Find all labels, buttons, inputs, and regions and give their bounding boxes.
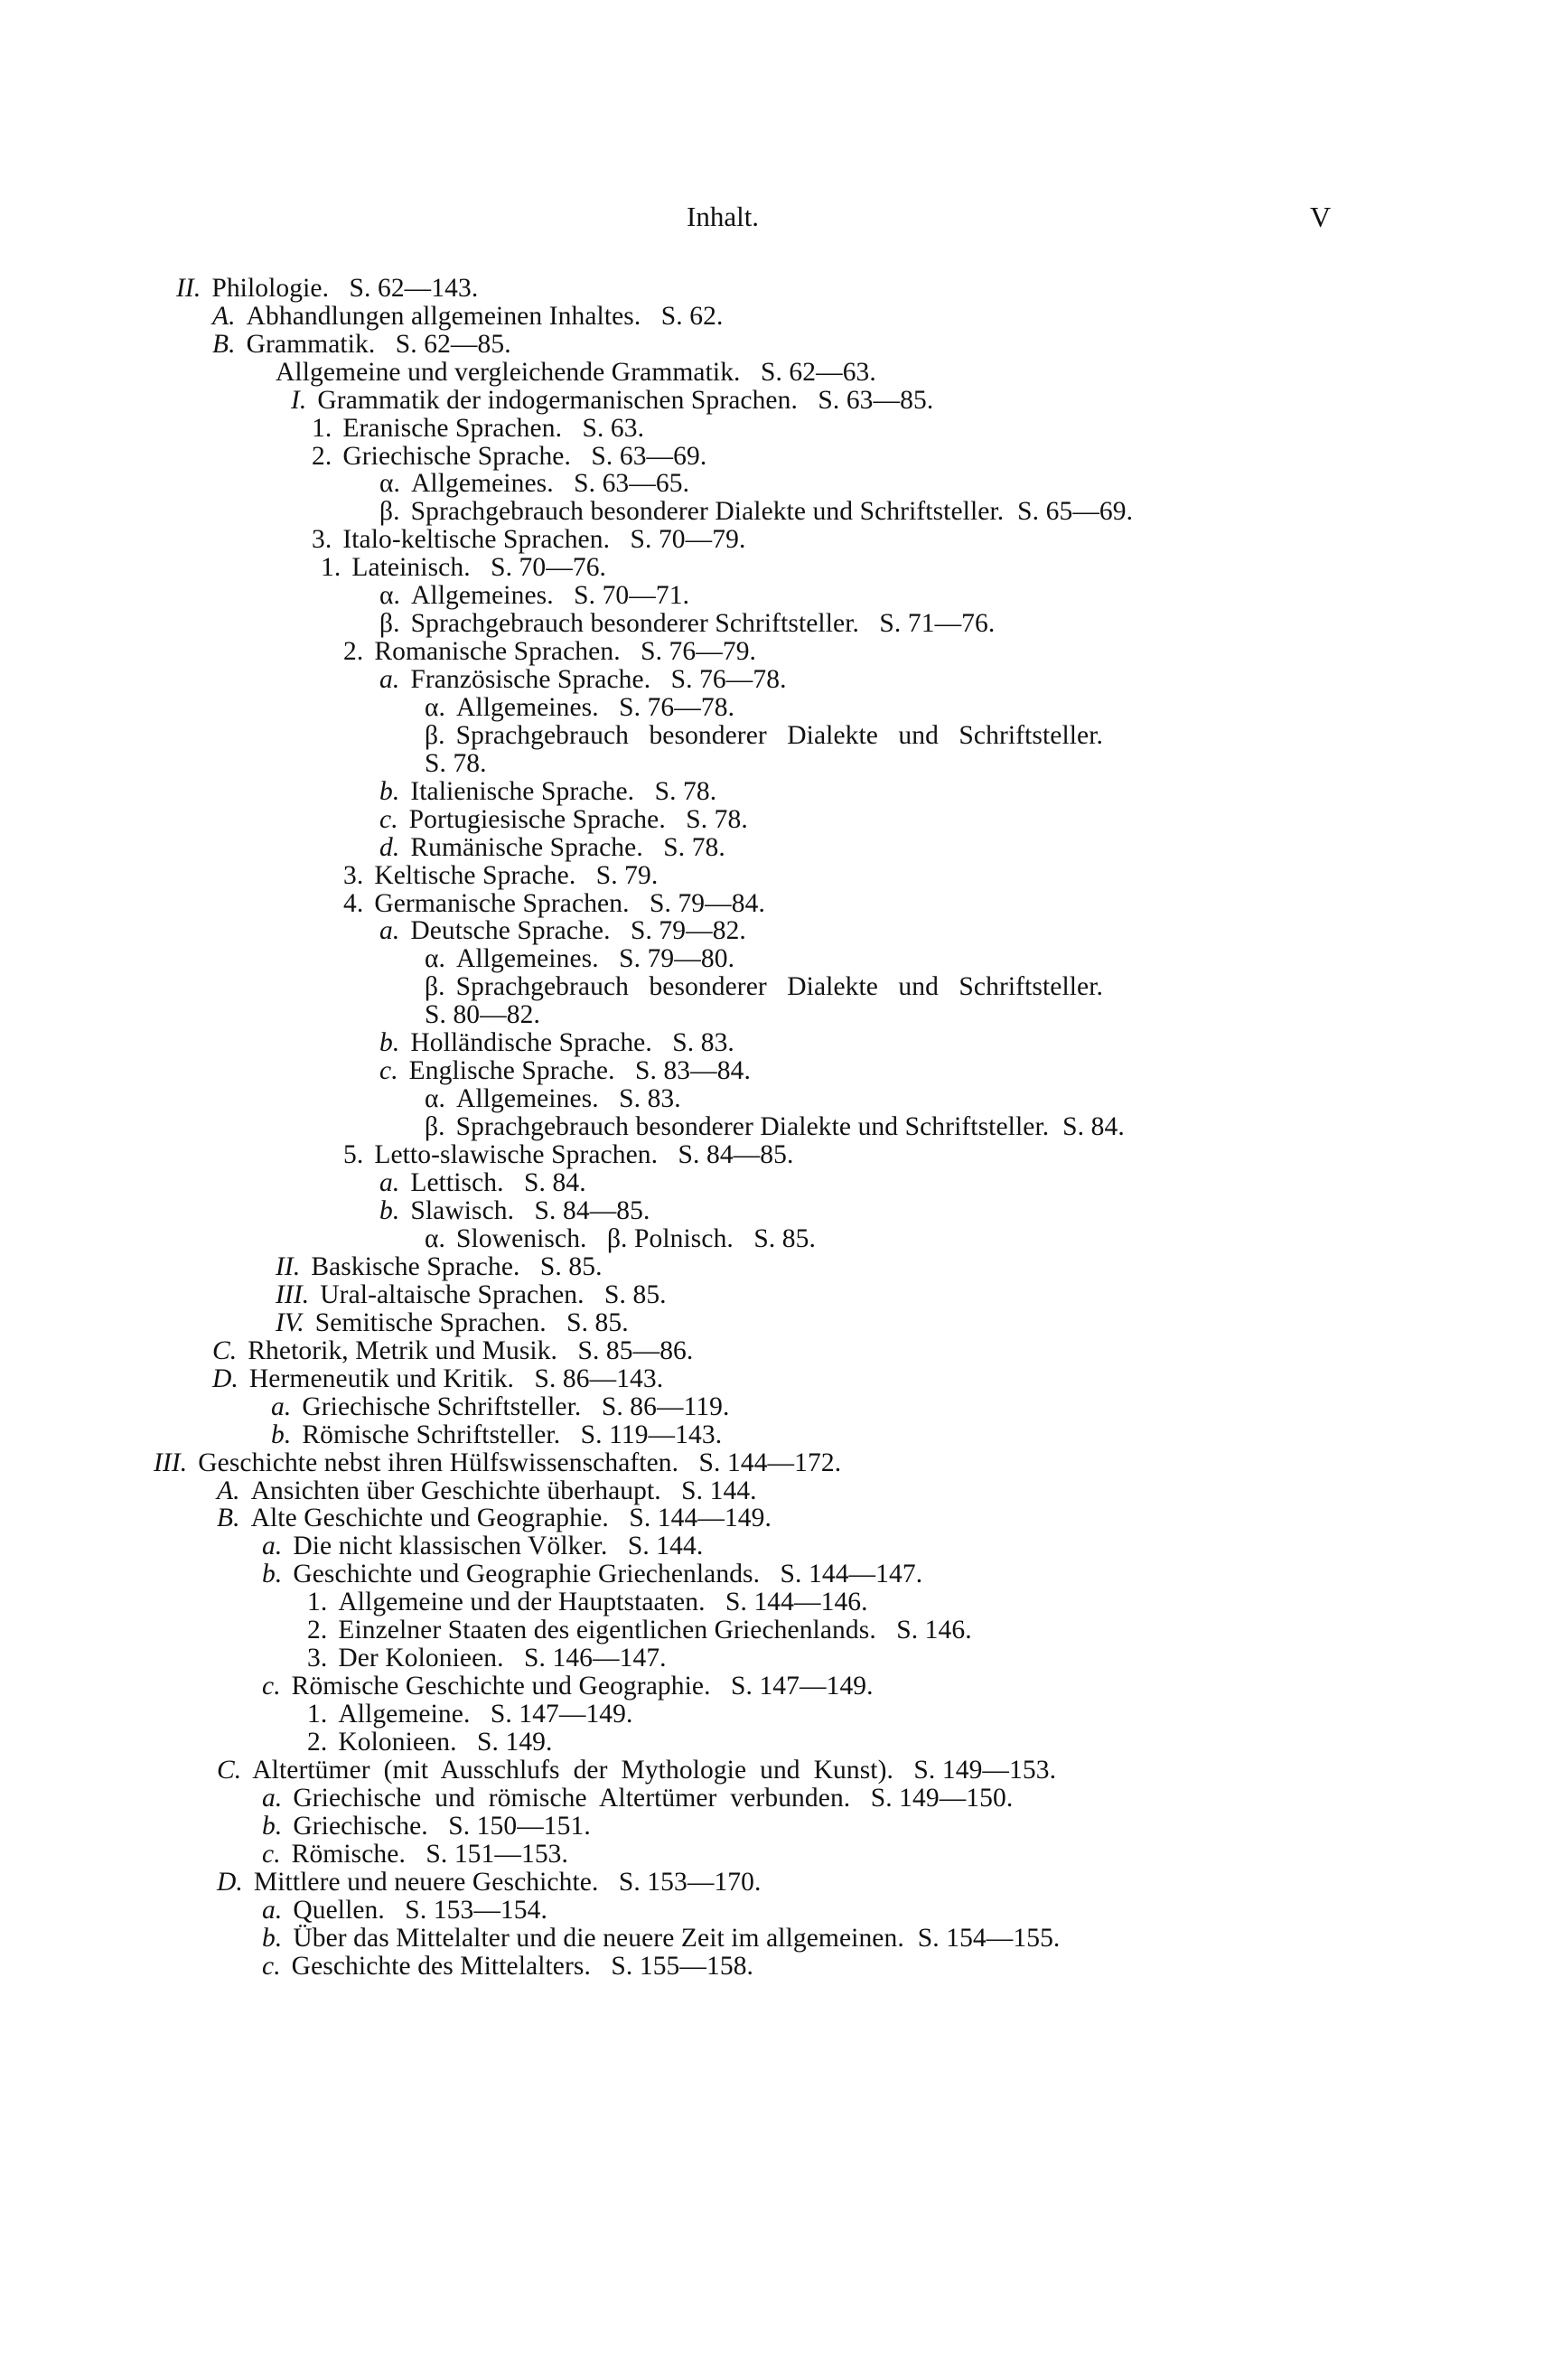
toc-entry	[312, 413, 644, 444]
toc-entry	[321, 552, 606, 583]
toc-entry-text: Geschichte des Mittelalters. S. 155—158.	[291, 1952, 754, 1981]
toc-entry-text: Allgemeine und vergleichende Grammatik. S. 62—63.	[276, 358, 876, 387]
toc-entry	[262, 1531, 703, 1561]
toc-entry	[262, 1783, 1013, 1813]
toc-entry-text: Sprachgebrauch besonderer Dialekte und Schriftsteller.	[455, 721, 1104, 750]
toc-entry-text: Allgemeine. S. 147—149.	[338, 1700, 633, 1729]
toc-entry-text: Deutsche Sprache. S. 79—82.	[410, 916, 746, 945]
toc-entry-text: Römische Geschichte und Geographie. S. 147—149.	[291, 1672, 874, 1701]
toc-entry	[379, 776, 716, 807]
toc-entry	[425, 943, 734, 974]
toc-entry	[276, 1279, 667, 1310]
toc-entry-marker: 2.	[307, 1728, 328, 1757]
toc-entry-marker: A.	[212, 302, 236, 331]
toc-entry-marker: c.	[262, 1952, 281, 1981]
toc-entry-text: Lateinisch. S. 70—76.	[351, 553, 607, 582]
toc-entry-marker: c.	[262, 1672, 281, 1701]
toc-entry-marker: d.	[379, 833, 400, 862]
toc-entry-text: Die nicht klassischen Völker. S. 144.	[293, 1532, 704, 1560]
toc-entry-marker: II.	[176, 274, 201, 303]
toc-entry-text: Italo-keltische Sprachen. S. 70—79.	[342, 525, 746, 554]
toc-entry-text: Altertümer (mit Ausschlufs der Mythologie und Kunst). S. 149—153.	[252, 1756, 1057, 1785]
toc-entry-text: Grammatik der indogermanischen Sprachen. S. 63—85.	[317, 386, 934, 415]
toc-entry-marker: D.	[212, 1364, 239, 1393]
toc-entry-marker: a.	[262, 1532, 283, 1560]
toc-entry-marker: II.	[276, 1252, 301, 1281]
toc-entry-text: Französische Sprache. S. 76—78.	[410, 665, 787, 694]
toc-entry	[307, 1727, 553, 1757]
toc-entry-marker: a.	[379, 665, 400, 694]
toc-entry	[276, 357, 876, 388]
toc-entry-text: Englische Sprache. S. 83—84.	[408, 1056, 751, 1085]
toc-entry-text: Ansichten über Geschichte überhaupt. S. 144.	[250, 1476, 757, 1505]
toc-entry-marker: c.	[379, 805, 398, 834]
toc-entry-text: Rhetorik, Metrik und Musik. S. 85—86.	[248, 1336, 694, 1365]
toc-entry-text: Sprachgebrauch besonderer Dialekte und Schriftsteller.	[455, 972, 1104, 1001]
toc-entry-marker: 2.	[307, 1616, 328, 1644]
toc-entry	[271, 1391, 730, 1422]
toc-entry	[425, 720, 1103, 751]
toc-entry-marker: D.	[217, 1868, 243, 1897]
toc-entry	[307, 1643, 667, 1673]
toc-entry-text: Sprachgebrauch besonderer Dialekte und Schriftsteller. S. 65—69.	[410, 497, 1134, 526]
toc-entry	[425, 748, 487, 779]
toc-entry-marker: 5.	[343, 1140, 364, 1169]
toc-entry	[271, 1420, 722, 1450]
toc-entry-marker: B.	[212, 330, 236, 359]
toc-entry-marker: I.	[291, 386, 307, 415]
toc-entry-marker: β.	[379, 497, 400, 526]
toc-entry-marker: III.	[276, 1280, 310, 1309]
toc-entry-text: Sprachgebrauch besonderer Schriftsteller. S. 71—76.	[410, 609, 996, 638]
toc-entry-marker: 1.	[307, 1700, 328, 1729]
toc-entry-marker: III.	[154, 1448, 188, 1477]
toc-entry-marker: a.	[271, 1392, 292, 1421]
toc-entry-marker: a.	[262, 1784, 283, 1813]
toc-entry	[379, 580, 689, 611]
toc-entry-marker: 3.	[312, 525, 332, 554]
toc-entry	[312, 441, 706, 472]
toc-entry-text: Allgemeine und der Hauptstaaten. S. 144—146.	[338, 1588, 868, 1616]
toc-entry-text: Griechische und römische Altertümer verbunden. S. 149—150.	[293, 1784, 1014, 1813]
toc-entry-marker: IV.	[276, 1308, 304, 1337]
toc-entry-text: Portugiesische Sprache. S. 78.	[408, 805, 748, 834]
toc-entry	[343, 636, 756, 667]
toc-entry	[217, 1755, 1056, 1785]
toc-entry	[176, 273, 478, 304]
toc-entry-marker: b.	[262, 1812, 283, 1841]
toc-entry	[379, 608, 995, 639]
toc-entry-marker: β.	[379, 609, 400, 638]
toc-entry-marker: b.	[379, 1028, 400, 1057]
toc-entry	[262, 1923, 1060, 1954]
toc-entry-marker: 2.	[343, 637, 364, 666]
toc-entry	[262, 1811, 591, 1841]
toc-entry	[217, 1867, 761, 1897]
toc-entry	[425, 971, 1103, 1002]
toc-entry-marker: α.	[425, 1224, 446, 1253]
toc-entry	[425, 692, 734, 723]
toc-entry	[212, 1335, 693, 1366]
toc-entry	[343, 888, 765, 919]
toc-entry-text: S. 78.	[425, 749, 487, 778]
toc-entry	[262, 1559, 922, 1589]
toc-entry-text: Über das Mittelalter und die neuere Zeit im allgemeinen. S. 154—155.	[293, 1924, 1061, 1953]
toc-entry	[262, 1895, 547, 1926]
toc-entry-marker: a.	[379, 1168, 400, 1197]
toc-entry	[262, 1839, 568, 1869]
toc-entry-text: Romanische Sprachen. S. 76—79.	[374, 637, 757, 666]
toc-entry-text: Allgemeines. S. 70—71.	[411, 581, 690, 610]
toc-entry-marker: 1.	[312, 414, 332, 443]
toc-entry	[379, 664, 787, 695]
toc-entry-text: Semitische Sprachen. S. 85.	[314, 1308, 629, 1337]
toc-entry	[276, 1251, 603, 1282]
toc-entry-marker: a.	[379, 916, 400, 945]
toc-entry-marker: α.	[425, 1084, 446, 1113]
toc-entry-text: Slowenisch. β. Polnisch. S. 85.	[456, 1224, 816, 1253]
toc-entry-marker: b.	[262, 1560, 283, 1588]
toc-entry	[343, 860, 658, 891]
toc-entry	[425, 1111, 1125, 1142]
toc-entry-text: Alte Geschichte und Geographie. S. 144—149.	[250, 1504, 772, 1532]
toc-entry	[276, 1307, 629, 1338]
toc-entry-text: Der Kolonieen. S. 146—147.	[338, 1644, 667, 1673]
toc-entry	[379, 832, 725, 863]
toc-entry-text: Rumänische Sprache. S. 78.	[410, 833, 725, 862]
toc-entry-marker: b.	[379, 777, 400, 806]
toc-entry	[379, 1027, 734, 1058]
toc-entry-text: Baskische Sprache. S. 85.	[311, 1252, 603, 1281]
toc-entry	[212, 329, 511, 360]
toc-entry-text: Römische Schriftsteller. S. 119—143.	[302, 1420, 723, 1449]
toc-entry-marker: c.	[262, 1840, 281, 1869]
toc-entry-text: Ural-altaische Sprachen. S. 85.	[320, 1280, 667, 1309]
toc-entry-text: Eranische Sprachen. S. 63.	[342, 414, 645, 443]
toc-entry	[379, 804, 748, 835]
toc-entry-marker: α.	[379, 469, 401, 498]
toc-entry	[379, 915, 746, 946]
toc-entry-text: S. 80—82.	[425, 1000, 540, 1029]
toc-entry-marker: A.	[217, 1476, 240, 1505]
page-number: V	[1310, 201, 1332, 233]
toc-entry	[312, 524, 745, 555]
toc-entry-marker: β.	[425, 721, 445, 750]
toc-entry-text: Allgemeines. S. 83.	[456, 1084, 681, 1113]
toc-entry-marker: C.	[217, 1756, 242, 1785]
toc-entry-marker: b.	[262, 1924, 283, 1953]
toc-entry-marker: 3.	[307, 1644, 328, 1673]
toc-entry-text: Abhandlungen allgemeinen Inhaltes. S. 62.	[246, 302, 724, 331]
toc-entry-text: Lettisch. S. 84.	[410, 1168, 586, 1197]
toc-entry	[425, 999, 540, 1030]
toc-entry	[425, 1223, 816, 1254]
toc-entry-marker: α.	[425, 693, 446, 722]
toc-entry-marker: α.	[379, 581, 401, 610]
toc-entry-marker: 2.	[312, 442, 332, 471]
page-header	[0, 201, 1562, 237]
toc-entry-text: Allgemeines. S. 63—65.	[411, 469, 690, 498]
toc-entry-text: Germanische Sprachen. S. 79—84.	[374, 889, 765, 918]
toc-entry-text: Letto-slawische Sprachen. S. 84—85.	[374, 1140, 794, 1169]
toc-entry	[379, 1195, 650, 1226]
toc-entry-marker: β.	[425, 972, 445, 1001]
toc-entry-marker: b.	[379, 1196, 400, 1225]
toc-entry	[291, 385, 933, 416]
page-title: Inhalt.	[687, 201, 760, 232]
toc-entry-marker: B.	[217, 1504, 240, 1532]
toc-entry	[217, 1503, 772, 1533]
toc-entry-text: Griechische. S. 150—151.	[293, 1812, 591, 1841]
toc-entry	[217, 1476, 757, 1506]
toc-entry	[212, 301, 723, 332]
toc-entry-marker: c.	[379, 1056, 398, 1085]
toc-entry	[307, 1699, 632, 1729]
toc-entry	[379, 496, 1133, 527]
toc-entry-text: Geschichte nebst ihren Hülfswissenschaften. S. 144—172.	[198, 1448, 842, 1477]
toc-entry-text: Römische. S. 151—153.	[291, 1840, 568, 1869]
toc-entry-text: Sprachgebrauch besonderer Dialekte und Schriftsteller. S. 84.	[455, 1112, 1125, 1141]
toc-entry-text: Italienische Sprache. S. 78.	[410, 777, 717, 806]
toc-entry-text: Einzelner Staaten des eigentlichen Griechenlands. S. 146.	[338, 1616, 972, 1644]
toc-entry-text: Grammatik. S. 62—85.	[246, 330, 511, 359]
toc-entry	[212, 1363, 663, 1394]
toc-entry	[262, 1671, 874, 1701]
toc-entry-text: Allgemeines. S. 79—80.	[456, 944, 735, 973]
toc-entry-text: Philologie. S. 62—143.	[211, 274, 479, 303]
toc-entry-text: Slawisch. S. 84—85.	[410, 1196, 650, 1225]
toc-entry-marker: 4.	[343, 889, 364, 918]
toc-entry-text: Kolonieen. S. 149.	[338, 1728, 553, 1757]
toc-entry-text: Quellen. S. 153—154.	[293, 1896, 547, 1925]
toc-entry-marker: 1.	[307, 1588, 328, 1616]
toc-entry-marker: a.	[262, 1896, 283, 1925]
toc-entry-text: Griechische Schriftsteller. S. 86—119.	[302, 1392, 730, 1421]
toc-entry	[307, 1615, 972, 1645]
toc-entry-text: Holländische Sprache. S. 83.	[410, 1028, 734, 1057]
toc-entry	[262, 1951, 753, 1982]
toc-entry	[379, 1055, 751, 1086]
toc-entry	[379, 468, 689, 499]
toc-entry-marker: C.	[212, 1336, 238, 1365]
toc-entry	[343, 1139, 793, 1170]
toc-entry	[425, 1083, 681, 1114]
toc-entry-text: Keltische Sprache. S. 79.	[374, 861, 659, 890]
toc-entry-marker: β.	[425, 1112, 445, 1141]
toc-entry-marker: b.	[271, 1420, 292, 1449]
toc-entry-text: Allgemeines. S. 76—78.	[456, 693, 735, 722]
toc-entry-text: Griechische Sprache. S. 63—69.	[342, 442, 707, 471]
table-of-contents	[0, 273, 1562, 2351]
toc-entry-text: Geschichte und Geographie Griechenlands. S. 144—147.	[293, 1560, 923, 1588]
toc-entry-text: Hermeneutik und Kritik. S. 86—143.	[248, 1364, 664, 1393]
toc-entry-marker: α.	[425, 944, 446, 973]
toc-entry-marker: 3.	[343, 861, 364, 890]
toc-entry	[307, 1587, 868, 1617]
toc-entry	[379, 1167, 586, 1198]
toc-entry	[154, 1448, 841, 1478]
toc-entry-marker: 1.	[321, 553, 341, 582]
toc-entry-text: Mittlere und neuere Geschichte. S. 153—170.	[253, 1868, 762, 1897]
